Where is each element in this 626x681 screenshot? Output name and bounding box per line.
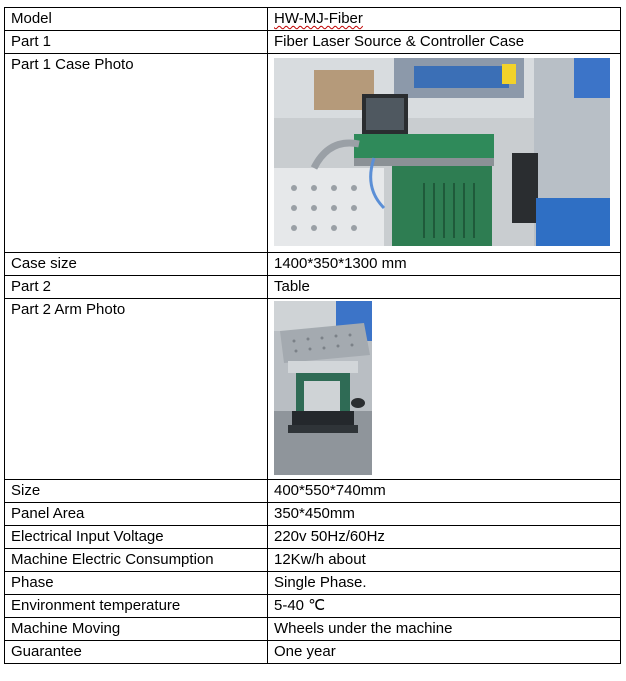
label-cell: Part 2 [5, 276, 268, 299]
photo-cell [268, 54, 621, 253]
label-cell: Phase [5, 572, 268, 595]
value-cell: 1400*350*1300 mm [268, 253, 621, 276]
label-cell: Electrical Input Voltage [5, 526, 268, 549]
value-cell: Wheels under the machine [268, 618, 621, 641]
value-cell: Fiber Laser Source & Controller Case [268, 31, 621, 54]
model-value: HW-MJ-Fiber [274, 10, 363, 27]
label-cell: Environment temperature [5, 595, 268, 618]
table-row [5, 31, 621, 54]
table-row [5, 641, 621, 664]
table-row [5, 572, 621, 595]
value-cell: 5-40 ℃ [268, 595, 621, 618]
label-cell: Model [5, 8, 268, 31]
label-cell: Panel Area [5, 503, 268, 526]
value-cell [268, 8, 621, 31]
label-cell: Guarantee [5, 641, 268, 664]
value-cell: 12Kw/h about [268, 549, 621, 572]
value-cell: 400*550*740mm [268, 480, 621, 503]
table-row [5, 503, 621, 526]
photo-cell [268, 299, 621, 480]
table-row [5, 526, 621, 549]
value-cell: Single Phase. [268, 572, 621, 595]
label-cell: Part 1 [5, 31, 268, 54]
value-cell: 350*450mm [268, 503, 621, 526]
laser-machine-photo [274, 58, 610, 246]
label-cell: Part 1 Case Photo [5, 54, 268, 253]
label-cell: Machine Electric Consumption [5, 549, 268, 572]
table-row [5, 618, 621, 641]
table-row [5, 595, 621, 618]
table-row [5, 276, 621, 299]
label-cell: Size [5, 480, 268, 503]
label-cell: Case size [5, 253, 268, 276]
label-cell: Part 2 Arm Photo [5, 299, 268, 480]
table-photo [274, 301, 372, 475]
table-row [5, 549, 621, 572]
value-cell: One year [268, 641, 621, 664]
spec-table [4, 7, 621, 664]
value-cell: Table [268, 276, 621, 299]
table-row [5, 54, 621, 253]
table-row [5, 480, 621, 503]
table-row [5, 253, 621, 276]
table-row [5, 8, 621, 31]
value-cell: 220v 50Hz/60Hz [268, 526, 621, 549]
table-row [5, 299, 621, 480]
label-cell: Machine Moving [5, 618, 268, 641]
